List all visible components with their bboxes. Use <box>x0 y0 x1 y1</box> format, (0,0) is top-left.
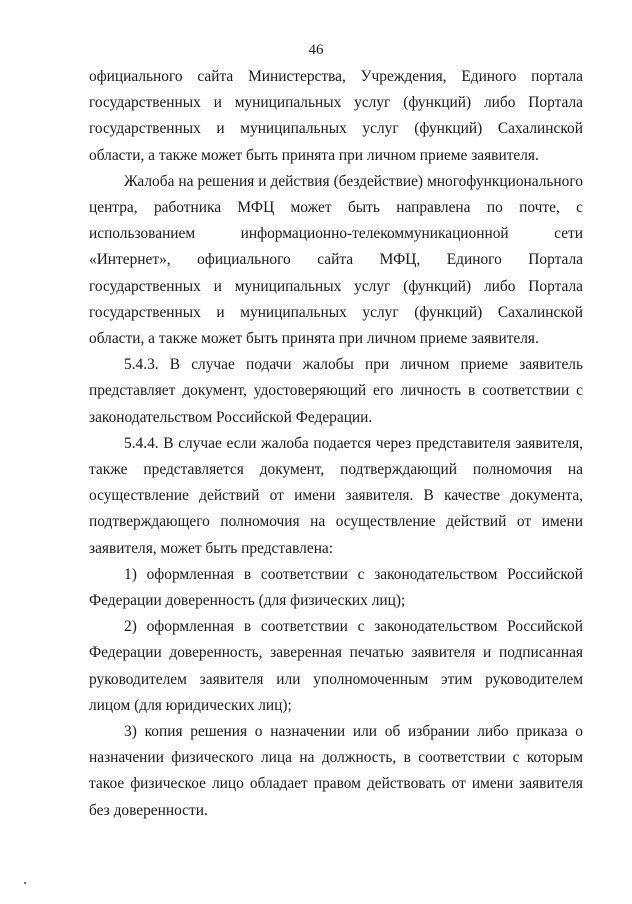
list-item-1: 1) оформленная в соответствии с законодательством Российской Федерации доверенность (для физических лиц); <box>89 565 583 610</box>
scan-speck <box>24 882 26 884</box>
page-number: 46 <box>308 42 324 58</box>
paragraph-5-4-3: 5.4.3. В случае подачи жалобы при личном приеме заявитель представляет документ, удостоверяющий его личность в соответствии с законодательством Российской Федерации. <box>89 356 583 426</box>
list-item-3: 3) копия решения о назначении или об избрании либо приказа о назначении физического лица на должность, в соответствии с которым такое физическое лицо обладает правом действовать от имени заявителя без доверенности. <box>89 723 583 819</box>
paragraph-5-4-4: 5.4.4. В случае если жалоба подается через представителя заявителя, также представляется документ, подтверждающий полномочия на осуществление действий от имени заявителя. В качестве документа, подтверждающего полномочия на осуществление действий от имени заявителя, может быть представлена: <box>89 434 583 557</box>
paragraph-mfc-complaint: Жалоба на решения и действия (бездействие) многофункционального центра, работника МФЦ может быть направлена по почте, с использованием информационно-телекоммуникационной сети «Интернет», официального сайта МФЦ, Единого Портала государственных и муниципальных услуг (функций) либо Портала государственных и муниципальных услуг (функций) Сахалинской области, а также может быть принята при личном приеме заявителя. <box>89 172 583 348</box>
list-item-2: 2) оформленная в соответствии с законодательством Российской Федерации доверенность, заверенная печатью заявителя и подписанная руководителем заявителя или уполномоченным этим руководителем лицом (для юридических лиц); <box>89 618 583 714</box>
paragraph-continuation: официального сайта Министерства, Учреждения, Единого портала государственных и муниципальных услуг (функций) либо Портала государственных и муниципальных услуг (функций) Сахалинской области, а также может быть принята при личном приеме заявителя. <box>89 68 583 164</box>
body-text <box>89 64 583 824</box>
